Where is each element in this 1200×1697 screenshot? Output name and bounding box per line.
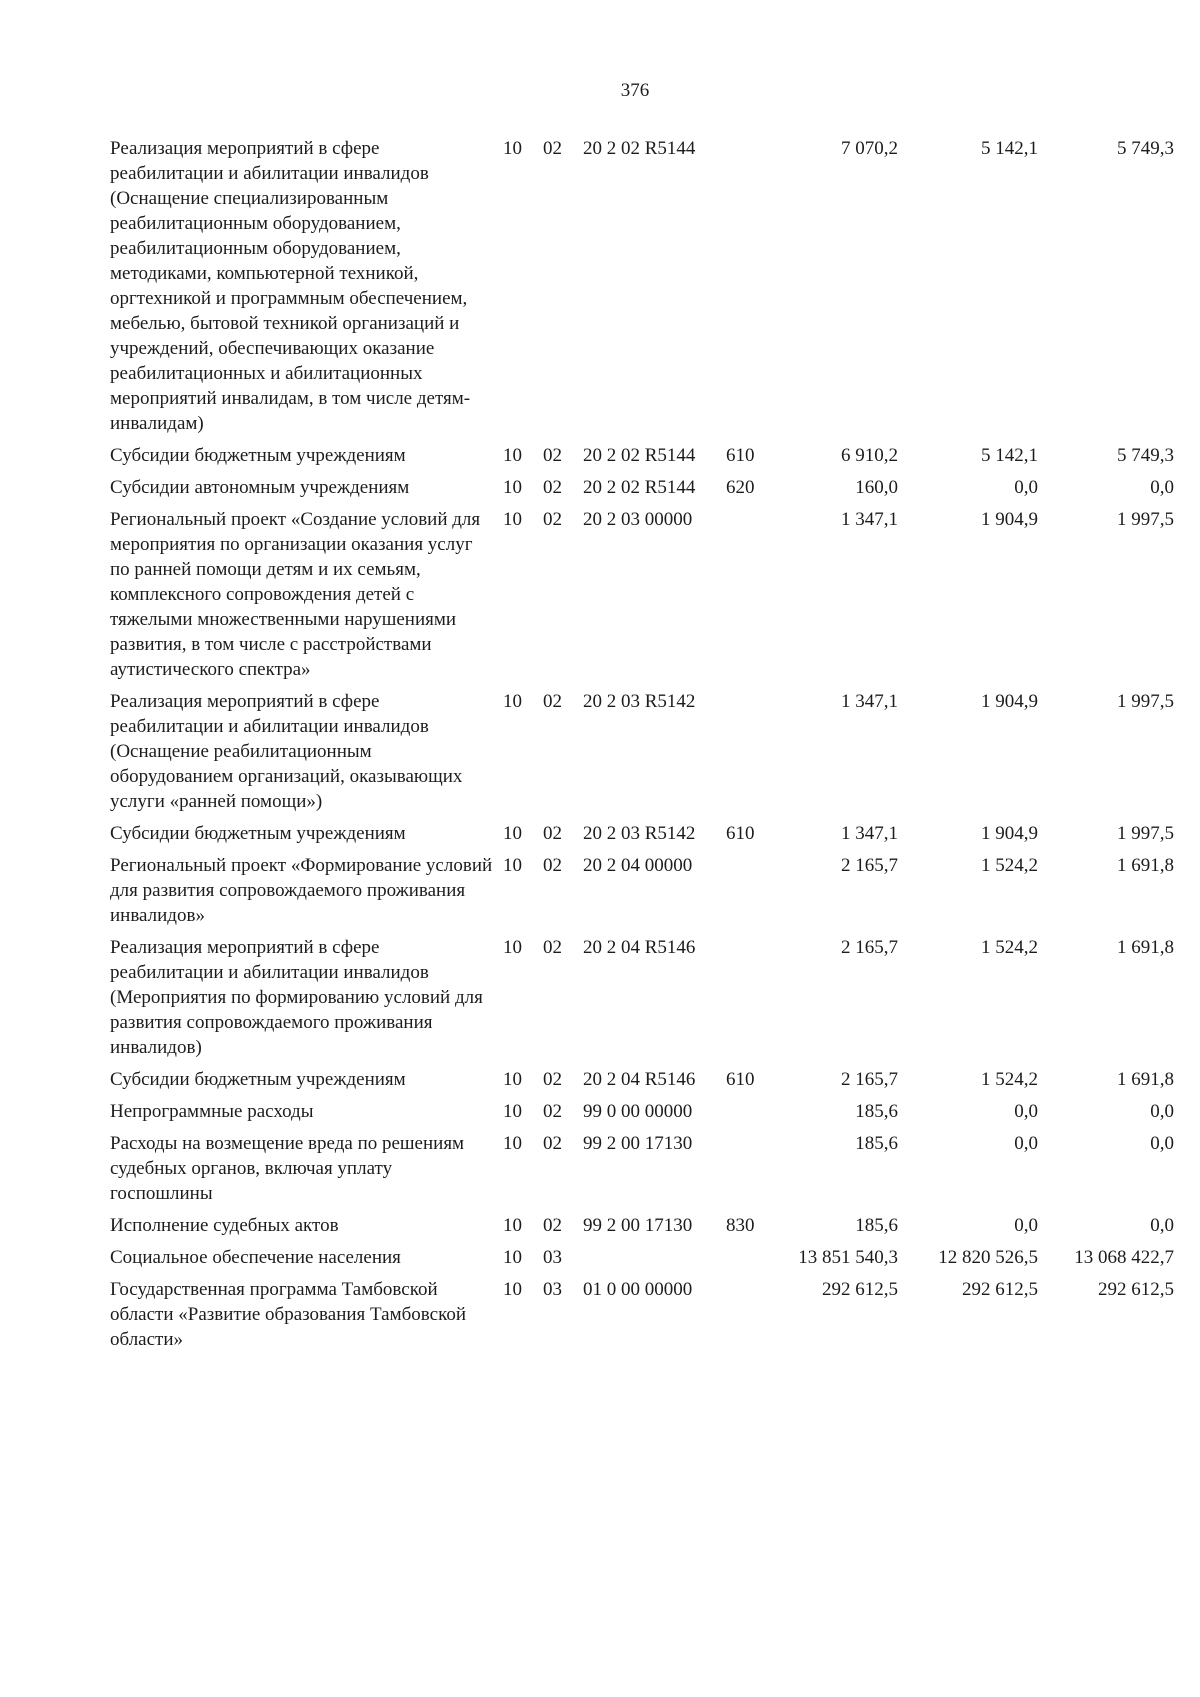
row-amount-year-3: 292 612,5 bbox=[1098, 1279, 1174, 1300]
row-section: 10 bbox=[503, 477, 522, 498]
row-section: 10 bbox=[503, 691, 522, 712]
row-section: 10 bbox=[503, 1101, 522, 1122]
row-amount-year-1: 185,6 bbox=[855, 1101, 898, 1122]
row-amount-year-1: 185,6 bbox=[855, 1133, 898, 1154]
row-amount-year-1: 7 070,2 bbox=[841, 138, 898, 159]
table-row bbox=[110, 1067, 1174, 1099]
row-section: 10 bbox=[503, 138, 522, 159]
row-target-article: 20 2 04 R5146 bbox=[583, 937, 696, 958]
row-amount-year-2: 0,0 bbox=[1014, 1215, 1038, 1236]
row-section: 10 bbox=[503, 1279, 522, 1300]
table-row bbox=[110, 136, 1174, 443]
row-subsection: 02 bbox=[543, 138, 562, 159]
row-target-article: 20 2 04 00000 bbox=[583, 855, 693, 876]
row-expense-type: 610 bbox=[726, 1069, 755, 1090]
row-expense-type bbox=[726, 1277, 776, 1359]
row-subsection: 02 bbox=[543, 823, 562, 844]
row-amount-year-1: 292 612,5 bbox=[822, 1279, 898, 1300]
row-amount-year-1: 185,6 bbox=[855, 1215, 898, 1236]
table-body bbox=[110, 136, 1174, 1359]
row-amount-year-3: 1 691,8 bbox=[1117, 937, 1174, 958]
budget-table bbox=[110, 136, 1174, 1359]
row-subsection: 02 bbox=[543, 937, 562, 958]
table-row bbox=[110, 935, 1174, 1067]
row-name: Региональный проект «Формирование условий для развития сопровождаемого проживания инвалидов» bbox=[110, 855, 493, 926]
row-name: Региональный проект «Создание условий для мероприятия по организации оказания услуг по ранней помощи детям и их семьям, комплексного сопровождения детей с тяжелыми множественными нарушениями развития, в том числе с расстройствами аутистического спектра» bbox=[110, 509, 481, 680]
row-subsection: 02 bbox=[543, 509, 562, 530]
table-row bbox=[110, 1245, 1174, 1277]
row-expense-type bbox=[726, 689, 776, 821]
row-target-article: 99 2 00 17130 bbox=[583, 1133, 693, 1154]
row-subsection: 02 bbox=[543, 1101, 562, 1122]
row-expense-type bbox=[726, 1131, 776, 1213]
row-subsection: 02 bbox=[543, 1069, 562, 1090]
row-name: Субсидии бюджетным учреждениям bbox=[110, 1069, 406, 1090]
row-expense-type: 830 bbox=[726, 1215, 755, 1236]
row-target-article: 20 2 02 R5144 bbox=[583, 138, 696, 159]
row-expense-type bbox=[726, 853, 776, 935]
row-target-article: 99 2 00 17130 bbox=[583, 1215, 693, 1236]
row-name: Расходы на возмещение вреда по решениям судебных органов, включая уплату госпошлины bbox=[110, 1133, 465, 1204]
row-subsection: 03 bbox=[543, 1247, 562, 1268]
row-amount-year-1: 1 347,1 bbox=[841, 691, 898, 712]
row-amount-year-3: 1 997,5 bbox=[1117, 823, 1174, 844]
table-row bbox=[110, 1131, 1174, 1213]
row-target-article: 01 0 00 00000 bbox=[583, 1279, 693, 1300]
row-amount-year-2: 1 524,2 bbox=[981, 855, 1038, 876]
row-amount-year-2: 12 820 526,5 bbox=[938, 1247, 1038, 1268]
row-name: Реализация мероприятий в сфере реабилитации и абилитации инвалидов (Оснащение специализированным реабилитационным оборудованием, реабилитационным оборудованием, методиками, компьютерной техникой, оргтехникой и программным обеспечением, мебелью, бытовой техникой организаций и учреждений, обеспечивающих оказание реабилитационных и абилитационных мероприятий инвалидам, в том числе детям-инвалидам) bbox=[110, 138, 471, 434]
row-section: 10 bbox=[503, 823, 522, 844]
row-section: 10 bbox=[503, 509, 522, 530]
table-row bbox=[110, 1213, 1174, 1245]
row-amount-year-2: 5 142,1 bbox=[981, 138, 1038, 159]
row-amount-year-1: 2 165,7 bbox=[841, 855, 898, 876]
row-amount-year-2: 0,0 bbox=[1014, 1101, 1038, 1122]
row-subsection: 02 bbox=[543, 445, 562, 466]
row-expense-type: 610 bbox=[726, 445, 755, 466]
table-row bbox=[110, 475, 1174, 507]
row-target-article: 20 2 02 R5144 bbox=[583, 477, 696, 498]
row-amount-year-1: 160,0 bbox=[855, 477, 898, 498]
row-expense-type bbox=[726, 1245, 776, 1277]
row-section: 10 bbox=[503, 855, 522, 876]
row-amount-year-3: 1 997,5 bbox=[1117, 691, 1174, 712]
row-amount-year-3: 13 068 422,7 bbox=[1074, 1247, 1174, 1268]
row-amount-year-1: 2 165,7 bbox=[841, 937, 898, 958]
row-expense-type: 610 bbox=[726, 823, 755, 844]
row-target-article: 20 2 03 00000 bbox=[583, 509, 693, 530]
row-amount-year-3: 5 749,3 bbox=[1117, 445, 1174, 466]
row-section: 10 bbox=[503, 937, 522, 958]
row-amount-year-3: 0,0 bbox=[1150, 1101, 1174, 1122]
row-amount-year-2: 1 524,2 bbox=[981, 937, 1038, 958]
row-subsection: 02 bbox=[543, 855, 562, 876]
row-amount-year-3: 1 691,8 bbox=[1117, 855, 1174, 876]
table-row bbox=[110, 853, 1174, 935]
row-name: Реализация мероприятий в сфере реабилитации и абилитации инвалидов (Оснащение реабилитационным оборудованием организаций, оказывающих услуги «ранней помощи») bbox=[110, 691, 463, 812]
row-amount-year-3: 1 997,5 bbox=[1117, 509, 1174, 530]
row-subsection: 03 bbox=[543, 1279, 562, 1300]
row-target-article: 20 2 04 R5146 bbox=[583, 1069, 696, 1090]
row-amount-year-1: 1 347,1 bbox=[841, 823, 898, 844]
row-subsection: 02 bbox=[543, 691, 562, 712]
row-name: Субсидии бюджетным учреждениям bbox=[110, 445, 406, 466]
row-amount-year-2: 0,0 bbox=[1014, 477, 1038, 498]
row-name: Субсидии бюджетным учреждениям bbox=[110, 823, 406, 844]
table-row bbox=[110, 1277, 1174, 1359]
row-subsection: 02 bbox=[543, 477, 562, 498]
page-number: 376 bbox=[620, 80, 650, 101]
row-name: Государственная программа Тамбовской области «Развитие образования Тамбовской области» bbox=[110, 1279, 467, 1350]
table-row bbox=[110, 443, 1174, 475]
row-expense-type bbox=[726, 136, 776, 443]
row-name: Непрограммные расходы bbox=[110, 1101, 314, 1122]
row-amount-year-2: 1 904,9 bbox=[981, 509, 1038, 530]
row-expense-type bbox=[726, 507, 776, 689]
row-expense-type: 620 bbox=[726, 477, 755, 498]
row-section: 10 bbox=[503, 1133, 522, 1154]
row-expense-type bbox=[726, 1099, 776, 1131]
row-amount-year-1: 1 347,1 bbox=[841, 509, 898, 530]
row-name: Субсидии автономным учреждениям bbox=[110, 477, 410, 498]
row-amount-year-1: 2 165,7 bbox=[841, 1069, 898, 1090]
row-amount-year-3: 0,0 bbox=[1150, 477, 1174, 498]
row-amount-year-1: 6 910,2 bbox=[841, 445, 898, 466]
table-row bbox=[110, 689, 1174, 821]
row-section: 10 bbox=[503, 1215, 522, 1236]
table-row bbox=[110, 821, 1174, 853]
row-name: Исполнение судебных актов bbox=[110, 1215, 339, 1236]
row-expense-type bbox=[726, 935, 776, 1067]
row-amount-year-2: 5 142,1 bbox=[981, 445, 1038, 466]
row-amount-year-2: 0,0 bbox=[1014, 1133, 1038, 1154]
row-amount-year-3: 0,0 bbox=[1150, 1133, 1174, 1154]
row-amount-year-2: 1 524,2 bbox=[981, 1069, 1038, 1090]
row-name: Реализация мероприятий в сфере реабилитации и абилитации инвалидов (Мероприятия по формированию условий для развития сопровождаемого проживания инвалидов) bbox=[110, 937, 483, 1058]
table-row bbox=[110, 1099, 1174, 1131]
row-target-article: 20 2 03 R5142 bbox=[583, 691, 696, 712]
row-subsection: 02 bbox=[543, 1133, 562, 1154]
row-target-article: 20 2 03 R5142 bbox=[583, 823, 696, 844]
row-amount-year-2: 1 904,9 bbox=[981, 823, 1038, 844]
row-subsection: 02 bbox=[543, 1215, 562, 1236]
row-amount-year-3: 5 749,3 bbox=[1117, 138, 1174, 159]
row-target-article bbox=[583, 1245, 726, 1277]
row-amount-year-1: 13 851 540,3 bbox=[798, 1247, 898, 1268]
row-section: 10 bbox=[503, 1069, 522, 1090]
row-amount-year-3: 1 691,8 bbox=[1117, 1069, 1174, 1090]
row-target-article: 99 0 00 00000 bbox=[583, 1101, 693, 1122]
row-amount-year-3: 0,0 bbox=[1150, 1215, 1174, 1236]
row-amount-year-2: 1 904,9 bbox=[981, 691, 1038, 712]
table-row bbox=[110, 507, 1174, 689]
row-target-article: 20 2 02 R5144 bbox=[583, 445, 696, 466]
row-amount-year-2: 292 612,5 bbox=[962, 1279, 1038, 1300]
row-name: Социальное обеспечение населения bbox=[110, 1247, 401, 1268]
row-section: 10 bbox=[503, 1247, 522, 1268]
row-section: 10 bbox=[503, 445, 522, 466]
